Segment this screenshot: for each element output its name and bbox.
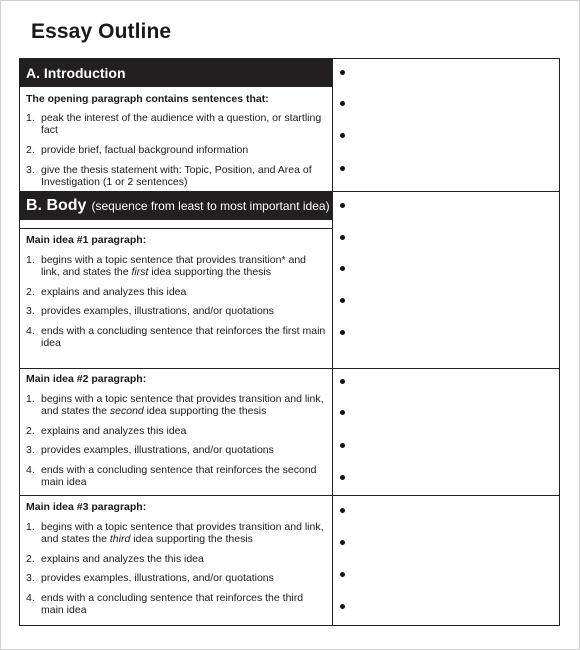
main-idea-1-item-4 — [26, 325, 326, 349]
main-idea-1-label: Main idea #1 paragraph: — [26, 234, 147, 246]
main-idea-3-item-1 — [26, 521, 326, 545]
item-number: 2. — [26, 144, 35, 156]
intro-item-1 — [26, 112, 326, 136]
main-idea-1-item-3 — [26, 305, 326, 317]
table-left-border — [19, 58, 20, 626]
item-number: 1. — [26, 112, 35, 124]
bullet-icon — [340, 266, 345, 271]
bullet-icon — [340, 298, 345, 303]
main-idea-2-item-2 — [26, 425, 326, 437]
main-idea-1-item-1 — [26, 254, 326, 278]
bullet-icon — [340, 604, 345, 609]
item-number: 2. — [26, 286, 35, 298]
row-divider-body-header — [19, 228, 332, 229]
bullet-icon — [340, 572, 345, 577]
main-idea-3-label: Main idea #3 paragraph: — [26, 501, 147, 513]
main-idea-3-item-3 — [26, 572, 326, 584]
item-number: 3. — [26, 444, 35, 456]
bullet-icon — [340, 379, 345, 384]
item-number: 1. — [26, 393, 35, 405]
item-text: provide brief, factual background information — [41, 144, 249, 156]
main-idea-3-item-2 — [26, 553, 326, 565]
item-number: 1. — [26, 254, 35, 266]
bullet-icon — [340, 330, 345, 335]
bullet-icon — [340, 70, 345, 75]
item-text: give the thesis statement with: Topic, Position, and Area of Investigation (1 or 2 sentences) — [41, 164, 312, 188]
item-text: ends with a concluding sentence that reinforces the third main idea — [41, 592, 304, 616]
intro-item-2 — [26, 144, 326, 156]
item-number: 1. — [26, 521, 35, 533]
item-text: peak the interest of the audience with a question, or startling fact — [41, 112, 322, 136]
bullet-icon — [340, 133, 345, 138]
intro-heading-bar — [19, 59, 332, 87]
item-number: 2. — [26, 425, 35, 437]
table-right-border — [559, 58, 560, 626]
body-heading: B. Body — [26, 196, 87, 214]
item-number: 4. — [26, 464, 35, 476]
item-text: provides examples, illustrations, and/or quotations — [41, 305, 274, 317]
item-text: begins with a topic sentence that provides transition and link, and states the second idea supporting the thesis — [41, 393, 324, 417]
item-number: 2. — [26, 553, 35, 565]
item-text: ends with a concluding sentence that reinforces the second main idea — [41, 464, 317, 488]
bullet-icon — [340, 101, 345, 106]
bullet-icon — [340, 410, 345, 415]
emphasis-word: second — [109, 405, 144, 417]
main-idea-2-label: Main idea #2 paragraph: — [26, 373, 147, 385]
bullet-icon — [340, 166, 345, 171]
bullet-icon — [340, 540, 345, 545]
item-text: begins with a topic sentence that provides transition* and link, and states the first idea supporting the thesis — [41, 254, 306, 278]
main-idea-1-item-2 — [26, 286, 326, 298]
bullet-icon — [340, 203, 345, 208]
item-number: 3. — [26, 572, 35, 584]
emphasis-word: first — [131, 266, 149, 278]
page-title: Essay Outline — [31, 20, 172, 43]
main-idea-2-item-3 — [26, 444, 326, 456]
item-text: ends with a concluding sentence that reinforces the first main idea — [41, 325, 326, 349]
item-number: 4. — [26, 325, 35, 337]
intro-heading: A. Introduction — [26, 65, 126, 81]
table-bottom-border — [19, 625, 560, 626]
item-text: explains and analyzes the this idea — [41, 553, 204, 565]
item-text: provides examples, illustrations, and/or quotations — [41, 572, 274, 584]
bullet-icon — [340, 235, 345, 240]
bullet-icon — [340, 443, 345, 448]
bullet-icon — [340, 508, 345, 513]
bullet-icon — [340, 475, 345, 480]
item-text: provides examples, illustrations, and/or quotations — [41, 444, 274, 456]
emphasis-word: third — [109, 533, 131, 545]
item-text: explains and analyzes this idea — [41, 425, 187, 437]
main-idea-2-item-1 — [26, 393, 326, 417]
row-divider-main2 — [19, 495, 560, 496]
item-text: explains and analyzes this idea — [41, 286, 187, 298]
main-idea-3-item-4 — [26, 592, 326, 616]
item-number: 4. — [26, 592, 35, 604]
body-subheading: (sequence from least to most important idea) — [91, 198, 330, 213]
body-heading-bar — [19, 191, 332, 220]
intro-item-3 — [26, 164, 326, 188]
table-column-divider — [332, 58, 333, 626]
main-idea-2-item-4 — [26, 464, 326, 488]
intro-label: The opening paragraph contains sentences that: — [26, 93, 269, 105]
item-number: 3. — [26, 164, 35, 176]
item-text: begins with a topic sentence that provides transition and link, and states the third idea supporting the thesis — [41, 521, 324, 545]
item-number: 3. — [26, 305, 35, 317]
row-divider-main1 — [19, 368, 560, 369]
